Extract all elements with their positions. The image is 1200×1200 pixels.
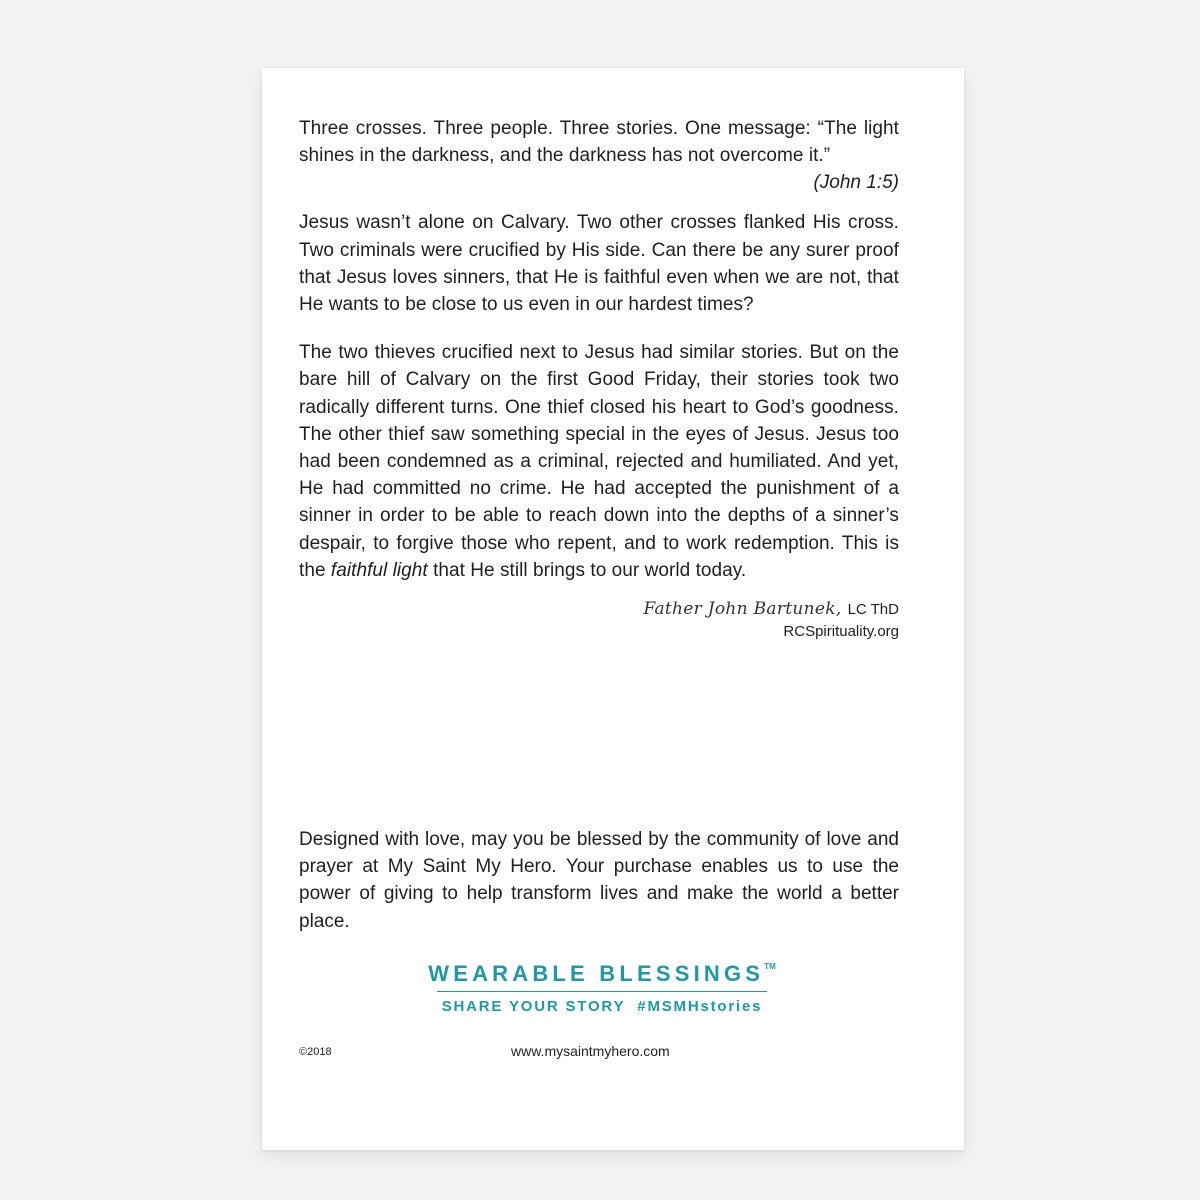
- author-signature: Father John Bartunek,: [643, 599, 842, 620]
- card: [262, 68, 964, 1150]
- footer-message: Designed with love, may you be blessed by the community of love and prayer at My Saint My Hero. Your purchase enables us to use the power of giving to help transform lives and make the world a better place.: [299, 829, 899, 932]
- brand-logo: [412, 953, 792, 1017]
- trademark-mark: TM: [764, 962, 776, 971]
- thieves-paragraph-end: that He still brings to our world today.: [427, 559, 747, 581]
- signature-line: [299, 598, 899, 621]
- copyright: ©2018: [299, 1046, 332, 1058]
- faithful-light-emphasis: faithful light: [330, 559, 428, 581]
- brand-divider: [437, 991, 767, 992]
- brand-title: [412, 953, 792, 988]
- intro-paragraph: Three crosses. Three people. Three stories. One message: “The light shines in the darkness, and the darkness has not overcome it.”: [299, 118, 899, 167]
- brand-tagline: SHARE YOUR STORY: [441, 998, 626, 1015]
- thieves-paragraph: [299, 339, 899, 584]
- signature-block: [299, 598, 899, 643]
- brand-hashtag: #MSMHstories: [637, 998, 763, 1015]
- thieves-paragraph-start: The two thieves crucified next to Jesus had similar stories. But on the bare hill of Calvary on the first Good Friday, their stories took two radically different turns. One thief closed his heart to God’s goodness. The other thief saw something special in the eyes of Jesus. Jesus too had been condemned as a criminal, rejected and humiliated. And yet, He had committed no crime. He had accepted the punishment of a sinner in order to be able to reach down into the depths of a sinner’s despair, to forgive those who repent, and to work redemption. This is the: [299, 342, 899, 581]
- brand-tagline-line: [412, 997, 792, 1017]
- author-credentials: LC ThD: [847, 601, 899, 619]
- brand-name: WEARABLE BLESSINGS: [428, 961, 765, 986]
- card-content: [299, 115, 899, 643]
- footer-website: www.mysaintmyhero.com: [511, 1043, 670, 1059]
- verse-reference: (John 1:5): [813, 172, 899, 194]
- author-website: RCSpirituality.org: [783, 623, 899, 641]
- calvary-paragraph: Jesus wasn’t alone on Calvary. Two other crosses flanked His cross. Two criminals were crucified by His side. Can there be any surer proof that Jesus loves sinners, that He is faithful even when we are not, that He wants to be close to us even in our hardest times?: [299, 212, 899, 316]
